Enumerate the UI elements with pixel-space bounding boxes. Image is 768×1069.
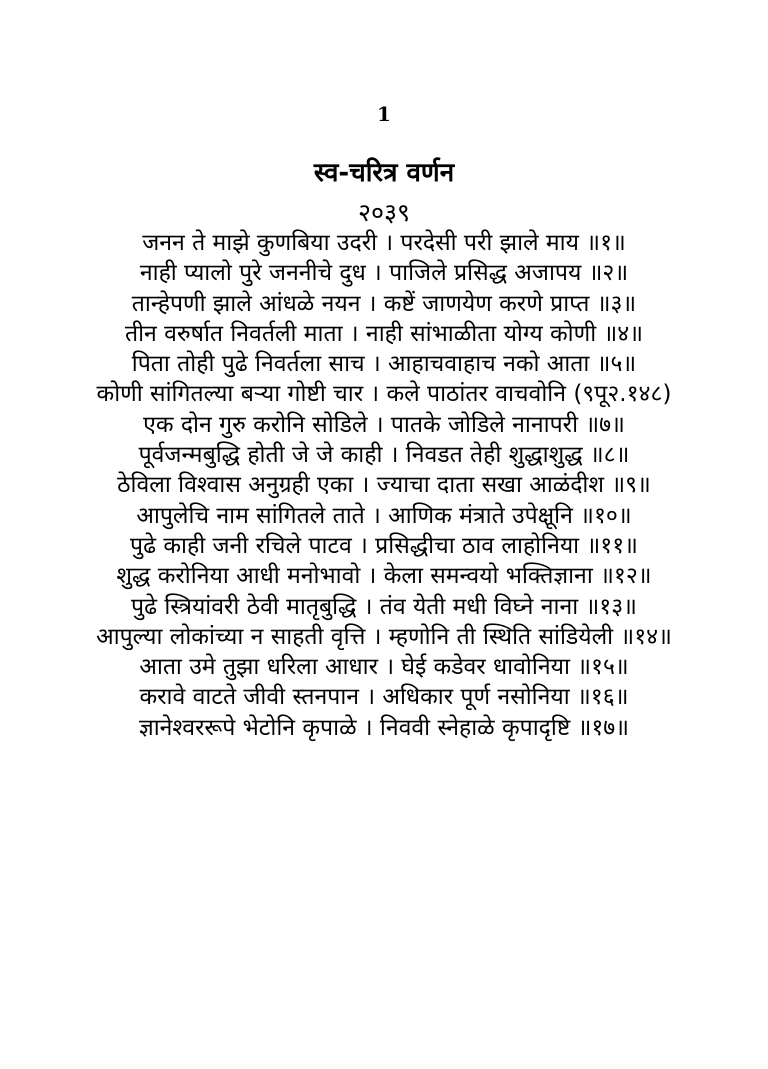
verse-line: पुढे स्त्रियांवरी ठेवी मातृबुद्धि । तंव येती मधी विघ्ने नाना ॥१३॥ bbox=[131, 593, 637, 620]
verse-line: करावे वाटते जीवी स्तनपान । अधिकार पूर्ण नसोनिया ॥१६॥ bbox=[139, 684, 629, 711]
verse-line: आता उमे तुझा धरिला आधार । घेई कडेवर धावोनिया ॥१५॥ bbox=[139, 654, 629, 681]
verse-line: नाही प्यालो पुरे जननीचे दुध । पाजिले प्रसिद्ध अजापय ॥२॥ bbox=[139, 260, 629, 287]
page-number: 1 bbox=[377, 102, 391, 126]
verse-line: एक दोन गुरु करोनि सोडिले । पातके जोडिले नानापरी ॥७॥ bbox=[143, 411, 625, 438]
verse-line: जनन ते माझे कुणबिया उदरी । परदेसी परी झाले माय ॥१॥ bbox=[142, 230, 626, 256]
verse-line: तान्हेपणी झाले आंधळे नयन । कष्टें जाणयेण करणे प्राप्त ॥३॥ bbox=[131, 290, 637, 317]
poem-number: २०३९ bbox=[357, 198, 410, 227]
verse-list bbox=[0, 228, 768, 743]
verse-line: पिता तोही पुढे निवर्तला साच । आहाचवाहाच नको आता ॥५॥ bbox=[131, 351, 637, 378]
verse-line: पुढे काही जनी रचिले पाटव । प्रसिद्धीचा ठाव लाहोनिया ॥११॥ bbox=[130, 532, 638, 559]
page-title: स्व-चरित्र वर्णन bbox=[313, 158, 455, 188]
verse-line: कोणी सांगितल्या बऱ्या गोष्टी चार । कले पाठांतर वाचवोनि (९पू२.१४८) bbox=[96, 381, 672, 408]
verse-line: आपुलेचि नाम सांगितले ताते । आणिक मंत्राते उपेक्षूनि ॥१०॥ bbox=[136, 502, 632, 529]
verse-line: शुद्ध करोनिया आधी मनोभावो । केला समन्वयो भक्तिज्ञाना ॥१२॥ bbox=[116, 563, 652, 590]
verse-line: पूर्वजन्मबुद्धि होती जे जे काही । निवडत तेही शुद्धाशुद्ध ॥८॥ bbox=[138, 442, 630, 469]
verse-line: तीन वरुर्षात निवर्तली माता । नाही सांभाळीता योग्य कोणी ॥४॥ bbox=[124, 320, 644, 347]
verse-line: आपुल्या लोकांच्या न साहती वृत्ति । म्हणोनि ती स्थिति सांडियेली ॥१४॥ bbox=[96, 623, 672, 650]
verse-line: ज्ञानेश्वररूपे भेटोनि कृपाळे । निववी स्नेहाळे कृपादृष्टि ॥१७॥ bbox=[138, 714, 630, 741]
verse-line: ठेविला विश्वास अनुग्रही एका । ज्याचा दाता सखा आळंदीश ॥९॥ bbox=[117, 472, 651, 499]
